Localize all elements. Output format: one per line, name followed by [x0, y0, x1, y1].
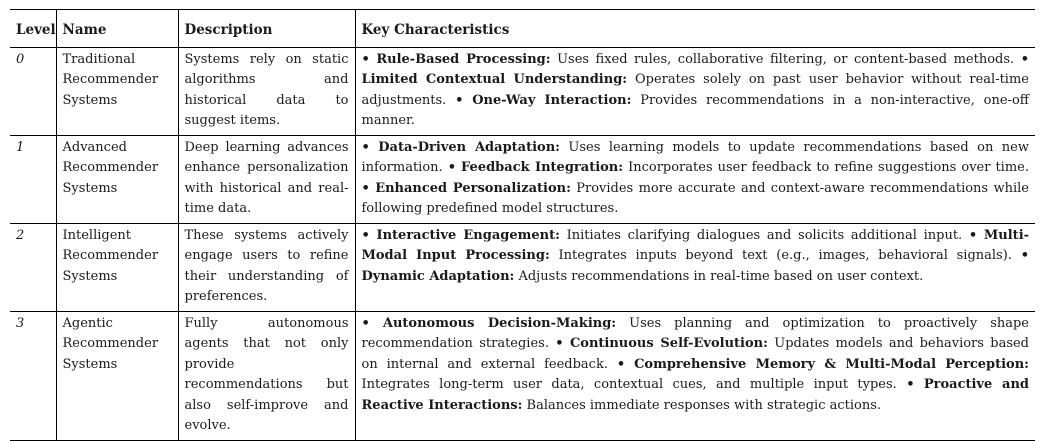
level-cell: 3	[16, 315, 25, 331]
characteristic-title: Data-Driven Adaptation:	[378, 139, 560, 155]
characteristic-text: Initiates clarifying dialogues and solicits additional input.	[566, 227, 963, 243]
characteristics-cell	[355, 311, 1035, 440]
characteristics-cell	[355, 47, 1035, 135]
characteristic-bullet: •	[616, 356, 626, 372]
header-row	[10, 10, 1035, 48]
characteristic-title: Interactive Engagement:	[376, 227, 560, 243]
table-row	[10, 47, 1035, 135]
recommender-levels-table	[10, 9, 1035, 441]
header-key-characteristics: Key Characteristics	[355, 10, 1035, 48]
description-cell: Deep learning advances enhance personalization with historical and real-time data.	[178, 135, 355, 223]
characteristic-text: Uses fixed rules, collaborative filtering, or content-based methods.	[557, 51, 1015, 67]
characteristic-bullet: •	[361, 315, 370, 331]
level-cell: 0	[16, 51, 25, 67]
characteristic-text: Operates solely on past user behavior without real-time adjustments.	[361, 72, 1029, 108]
characteristic-title: Rule-Based Processing:	[376, 51, 551, 67]
header-level: Level	[10, 10, 56, 48]
characteristic-text: Balances immediate responses with strategic actions.	[526, 397, 882, 413]
characteristic-bullet: •	[447, 160, 457, 175]
characteristic-title: Feedback Integration:	[461, 160, 624, 175]
characteristic-title: Enhanced Personalization:	[375, 180, 571, 196]
characteristic-text: Incorporates user feedback to refine suggestions over time.	[628, 160, 1029, 175]
characteristic-text: Provides recommendations in a non-interactive, one-off manner.	[361, 92, 1030, 128]
characteristic-title: Autonomous Decision-Making:	[382, 315, 617, 331]
characteristic-bullet: •	[361, 51, 370, 67]
characteristic-title: Continuous Self-Evolution:	[569, 336, 768, 351]
table-row	[10, 135, 1035, 223]
characteristic-title: Comprehensive Memory & Multi-Modal Perception:	[634, 356, 1029, 372]
characteristic-text: Integrates long-term user data, contextual cues, and multiple input types.	[361, 377, 897, 392]
level-cell: 1	[16, 139, 25, 155]
header-name: Name	[56, 10, 178, 48]
characteristic-text: Integrates inputs beyond text (e.g., images, behavioral signals).	[558, 248, 1012, 263]
name-cell: Traditional Recommender Systems	[56, 47, 178, 135]
description-cell: Systems rely on static algorithms and historical data to suggest items.	[178, 47, 355, 135]
characteristic-text: Uses learning models to update recommendations based on new information.	[361, 139, 1029, 175]
characteristic-bullet: •	[1020, 51, 1029, 67]
description-cell: Fully autonomous agents that not only provide recommendations but also self-improve and evolve.	[178, 311, 355, 440]
characteristic-bullet: •	[361, 227, 370, 243]
characteristic-text: Updates models and behaviors based on internal and external feedback.	[361, 336, 1030, 372]
characteristic-title: Limited Contextual Understanding:	[361, 72, 628, 87]
characteristic-bullet: •	[968, 227, 978, 243]
table-row	[10, 311, 1035, 440]
characteristic-bullet: •	[1020, 248, 1029, 263]
characteristic-text: Uses planning and optimization to proactively shape recommendation strategies.	[361, 315, 1030, 351]
characteristic-bullet: •	[361, 139, 370, 155]
name-cell: Agentic Recommender Systems	[56, 311, 178, 440]
characteristic-bullet: •	[361, 180, 370, 196]
characteristic-title: Proactive and Reactive Interactions:	[361, 377, 1029, 413]
characteristic-bullet: •	[906, 377, 915, 392]
name-cell: Intelligent Recommender Systems	[56, 223, 178, 311]
level-cell: 2	[16, 227, 25, 243]
characteristics-cell	[355, 223, 1035, 311]
characteristic-title: Multi-Modal Input Processing:	[361, 227, 1030, 263]
table-row	[10, 223, 1035, 311]
characteristic-bullet: •	[455, 92, 464, 108]
characteristic-bullet: •	[555, 336, 564, 351]
characteristic-title: One-Way Interaction:	[472, 92, 632, 108]
characteristic-title: Dynamic Adaptation:	[361, 268, 515, 284]
characteristic-text: Provides more accurate and context-aware recommendations while following predefined model structures.	[361, 180, 1029, 216]
header-description: Description	[178, 10, 355, 48]
description-cell: These systems actively engage users to refine their understanding of preferences.	[178, 223, 355, 311]
characteristic-text: Adjusts recommendations in real-time based on user context.	[518, 268, 924, 284]
characteristics-cell	[355, 135, 1035, 223]
name-cell: Advanced Recommender Systems	[56, 135, 178, 223]
